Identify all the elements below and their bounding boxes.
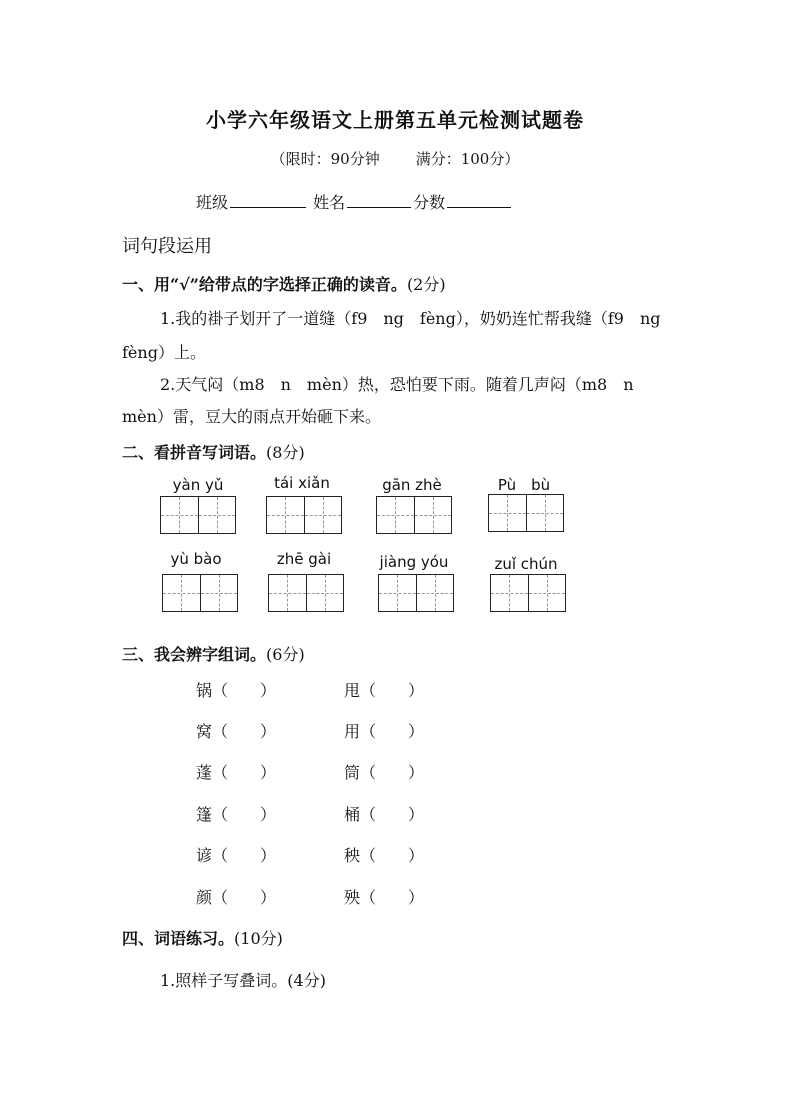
q4-heading-text: 四、词语练习。 — [122, 929, 235, 948]
section-title: 词句段运用 — [122, 236, 212, 257]
pinyin-label: tái xiǎn — [274, 474, 330, 492]
name-label: 姓名 — [313, 193, 346, 212]
q4-sub1: 1.照样子写叠词。(4分) — [160, 971, 326, 990]
q1-line-1a: 1.我的褂子划开了一道缝（f9 ng fèng），奶奶连忙帮我缝（f9 ng — [160, 309, 661, 328]
q1-line-2a: 2.天气闷（m8 n mèn）热，恐怕要下雨。随着几声闷（m8 n — [160, 375, 634, 394]
q1-score: (2分) — [406, 275, 446, 294]
answer-blank[interactable]: （ ） — [360, 722, 425, 741]
answer-blank[interactable]: （ ） — [212, 763, 277, 782]
pinyin-label: yù bào — [170, 550, 222, 568]
answer-blank[interactable]: （ ） — [212, 722, 277, 741]
char-pair-row — [196, 843, 277, 866]
pinyin-label: zhē gài — [276, 550, 332, 568]
q1-line-2b: mèn）雷，豆大的雨点开始砸下来。 — [122, 407, 381, 426]
writing-grid[interactable] — [490, 574, 566, 612]
char-pair-row — [344, 802, 425, 825]
char-pair-row — [196, 719, 277, 742]
char: 殃 — [344, 888, 361, 907]
q3-score: (6分) — [266, 645, 305, 664]
char-pair-row — [196, 802, 277, 825]
writing-grid[interactable] — [162, 574, 238, 612]
char: 筒 — [344, 763, 361, 782]
pinyin-label: jiàng yóu — [379, 553, 449, 571]
q3-heading-text: 三、我会辨字组词。 — [122, 645, 267, 664]
writing-grid[interactable] — [268, 574, 344, 612]
class-label: 班级 — [196, 193, 229, 212]
name-blank[interactable] — [347, 193, 411, 208]
writing-grid[interactable] — [378, 574, 454, 612]
writing-grid[interactable] — [160, 496, 236, 534]
pinyin-label: Pù bù — [497, 476, 551, 494]
writing-grid[interactable] — [376, 496, 452, 534]
char-pair-row — [344, 885, 425, 908]
answer-blank[interactable]: （ ） — [360, 763, 425, 782]
page-title: 小学六年级语文上册第五单元检测试题卷 — [206, 108, 584, 132]
pinyin-label: yàn yǔ — [172, 476, 224, 494]
writing-grid[interactable] — [488, 494, 564, 532]
char-pair-row — [344, 843, 425, 866]
answer-blank[interactable]: （ ） — [212, 805, 277, 824]
q1-line-1b: fèng）上。 — [122, 343, 206, 362]
writing-grid[interactable] — [266, 496, 342, 534]
score-label: 分数 — [413, 193, 446, 212]
answer-blank[interactable]: （ ） — [360, 805, 425, 824]
char: 颜 — [196, 888, 213, 907]
answer-blank[interactable]: （ ） — [212, 681, 277, 700]
q4-heading — [122, 926, 283, 949]
char: 锅 — [196, 681, 213, 700]
pinyin-label: gān zhè — [382, 476, 442, 494]
q1-heading-text: 一、用“√”给带点的字选择正确的读音。 — [122, 275, 407, 294]
class-blank[interactable] — [230, 193, 306, 208]
exam-subtitle — [0, 148, 790, 169]
char-pair-row — [344, 678, 425, 701]
answer-blank[interactable]: （ ） — [360, 681, 425, 700]
pinyin-label: zuǐ chún — [494, 555, 558, 573]
char-pair-row — [196, 760, 277, 783]
char: 谚 — [196, 846, 213, 865]
char-pair-row — [344, 760, 425, 783]
char: 桶 — [344, 805, 361, 824]
answer-blank[interactable]: （ ） — [212, 846, 277, 865]
answer-blank[interactable]: （ ） — [212, 888, 277, 907]
q2-heading-text: 二、看拼音写词语。 — [122, 443, 267, 462]
char: 甩 — [344, 681, 361, 700]
char: 窝 — [196, 722, 213, 741]
char: 秧 — [344, 846, 361, 865]
q1-heading — [122, 272, 446, 295]
char-pair-row — [196, 678, 277, 701]
time-limit: （限时：90分钟 — [270, 150, 380, 168]
q2-score: (8分) — [266, 443, 305, 462]
char-pair-row — [344, 719, 425, 742]
q4-score: (10分) — [234, 929, 283, 948]
char: 篷 — [196, 805, 213, 824]
score-blank[interactable] — [447, 193, 511, 208]
q2-heading — [122, 440, 305, 463]
char: 用 — [344, 722, 361, 741]
answer-blank[interactable]: （ ） — [360, 888, 425, 907]
q3-heading — [122, 642, 305, 665]
char-pair-row — [196, 885, 277, 908]
answer-blank[interactable]: （ ） — [360, 846, 425, 865]
student-info-line — [196, 190, 513, 213]
full-score: 满分：100分） — [415, 150, 520, 168]
char: 蓬 — [196, 763, 213, 782]
